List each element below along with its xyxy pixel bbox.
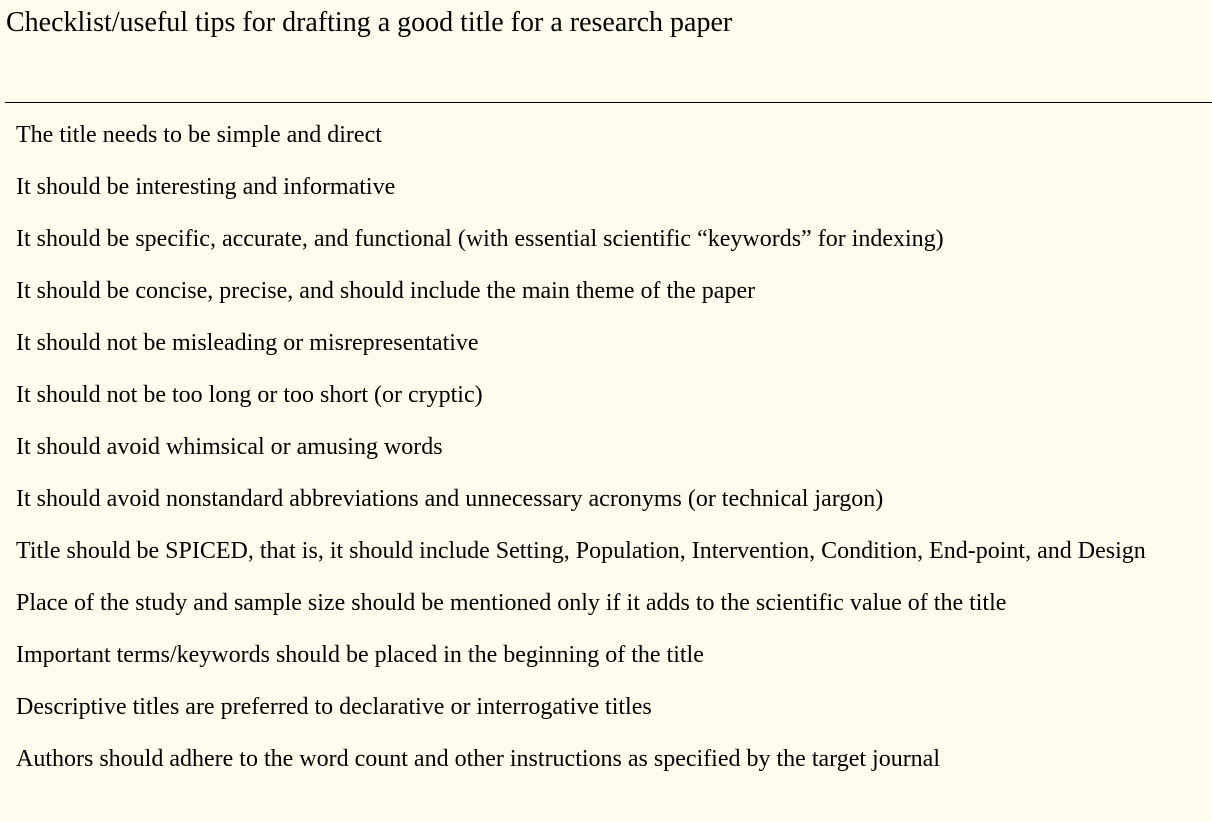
title-divider [5, 102, 1212, 103]
table-title: Checklist/useful tips for drafting a good title for a research paper [6, 7, 733, 38]
tip-item: Important terms/keywords should be placed in the beginning of the title [16, 642, 704, 668]
tip-item: Place of the study and sample size should be mentioned only if it adds to the scientific value of the title [16, 590, 1007, 616]
tip-item: It should avoid whimsical or amusing words [16, 434, 443, 460]
tip-item: It should not be too long or too short (or cryptic) [16, 382, 483, 408]
tip-item: Authors should adhere to the word count and other instructions as specified by the target journal [16, 746, 940, 772]
tip-item: Title should be SPICED, that is, it should include Setting, Population, Intervention, Condition, End-point, and Design [16, 538, 1146, 564]
tip-item: It should not be misleading or misrepresentative [16, 330, 479, 356]
tips-list [16, 113, 1212, 789]
tip-item: It should avoid nonstandard abbreviations and unnecessary acronyms (or technical jargon) [16, 486, 884, 512]
tip-item: It should be specific, accurate, and functional (with essential scientific “keywords” for indexing) [16, 226, 944, 252]
tip-item: Descriptive titles are preferred to declarative or interrogative titles [16, 694, 652, 720]
tip-item: It should be interesting and informative [16, 174, 396, 200]
tip-item: The title needs to be simple and direct [16, 122, 382, 148]
tip-item: It should be concise, precise, and should include the main theme of the paper [16, 278, 756, 304]
